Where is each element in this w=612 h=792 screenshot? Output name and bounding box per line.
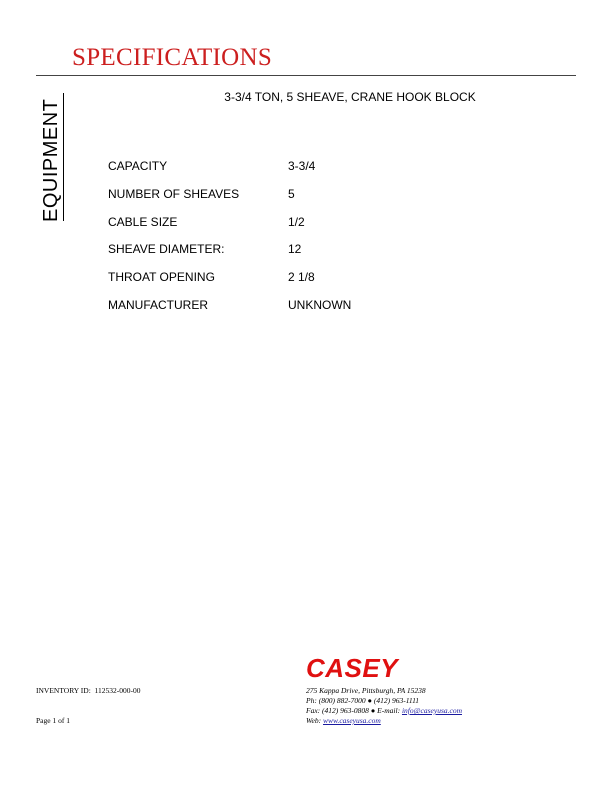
header-rule bbox=[36, 75, 576, 76]
inventory-label: INVENTORY ID: bbox=[36, 686, 91, 695]
inventory-value: 112532-000-00 bbox=[94, 686, 141, 695]
company-logo: CASEY bbox=[306, 653, 399, 683]
spec-label: SHEAVE DIAMETER: bbox=[108, 242, 225, 257]
side-rule bbox=[63, 93, 64, 221]
spec-value: 1/2 bbox=[288, 214, 305, 229]
spec-label: MANUFACTURER bbox=[108, 297, 209, 312]
spec-label: CAPACITY bbox=[108, 159, 168, 173]
web-line bbox=[306, 716, 462, 726]
spec-value: 3-3/4 bbox=[288, 159, 316, 173]
address-line: 275 Kappa Drive, Pittsburgh, PA 15238 bbox=[306, 686, 426, 695]
web-link[interactable]: www.caseyusa.com bbox=[323, 716, 381, 725]
company-address-block bbox=[306, 686, 462, 726]
spec-label: CABLE SIZE bbox=[108, 214, 178, 229]
inventory-id bbox=[36, 686, 141, 695]
spec-label: NUMBER OF SHEAVES bbox=[108, 186, 240, 201]
page-title: SPECIFICATIONS bbox=[72, 44, 273, 71]
fax-email-line bbox=[306, 706, 462, 716]
fax-label: Fax: (412) 963-0808 ● E-mail: bbox=[306, 706, 402, 715]
page-number: Page 1 of 1 bbox=[36, 716, 70, 725]
spec-value: 5 bbox=[288, 186, 295, 201]
item-description: 3-3/4 TON, 5 SHEAVE, CRANE HOOK BLOCK bbox=[224, 90, 476, 104]
spec-value: 12 bbox=[288, 242, 302, 257]
spec-value: UNKNOWN bbox=[288, 297, 352, 312]
side-label: EQUIPMENT bbox=[40, 98, 62, 222]
web-label: Web: bbox=[306, 716, 324, 725]
phone-line: Ph: (800) 882-7000 ● (412) 963-1111 bbox=[306, 696, 420, 705]
spec-value: 2 1/8 bbox=[288, 270, 315, 285]
email-link[interactable]: info@caseyusa.com bbox=[401, 706, 462, 715]
spec-label: THROAT OPENING bbox=[108, 270, 215, 285]
